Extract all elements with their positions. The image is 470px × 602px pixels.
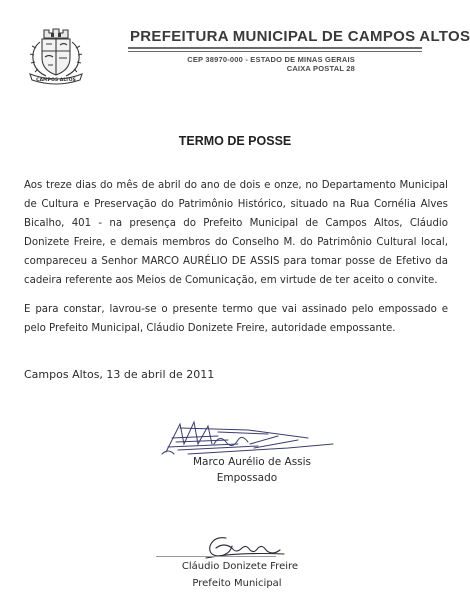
signatory-2-role: Prefeito Municipal: [192, 578, 282, 589]
signature-line: [156, 556, 276, 557]
handwritten-signature-icon: [196, 532, 292, 562]
body-paragraph-1: Aos treze dias do mês de abril do ano de dois e onze, no Departamento Municipal de Cultura e Preservação do Patrimônio Histórico, situado na Rua Cornélia Alves Bicalho, 401 - na presença do Prefeito Municipal de Campos Altos, Cláudio Donizete Freire, e demais membros do Conselho M. do Patrimônio Cultural local, compareceu a Senhor MARCO AURÉLIO DE ASSIS para tomar posse de Efetivo da cadeira referente aos Meios de Comunicação, em virtude de ter aceito o convite.: [24, 180, 448, 286]
handwritten-signature-icon: [158, 414, 348, 460]
header-rule-thin: [128, 51, 422, 52]
header-address: CEP 38970-000 - ESTADO DE MINAS GERAIS: [187, 55, 355, 64]
place-and-date: Campos Altos, 13 de abril de 2011: [24, 368, 215, 381]
signatory-1-role: Empossado: [216, 472, 278, 484]
municipal-crest-icon: [24, 24, 88, 86]
signatory-1-name: Marco Aurélio de Assis: [192, 456, 312, 468]
document-title: TERMO DE POSSE: [178, 134, 292, 148]
header-rule-thick: [128, 47, 422, 49]
crest-banner-text: CAMPOS ALTOS: [36, 78, 76, 83]
header-title: PREFEITURA MUNICIPAL DE CAMPOS ALTOS: [130, 28, 470, 45]
header-postal-box: CAIXA POSTAL 28: [286, 64, 355, 73]
signatory-2-name: Cláudio Donizete Freire: [181, 561, 299, 572]
body-paragraph-2: E para constar, lavrou-se o presente termo que vai assinado pelo empossado e pelo Prefeito Municipal, Cláudio Donizete Freire, autoridade empossante.: [24, 304, 448, 334]
